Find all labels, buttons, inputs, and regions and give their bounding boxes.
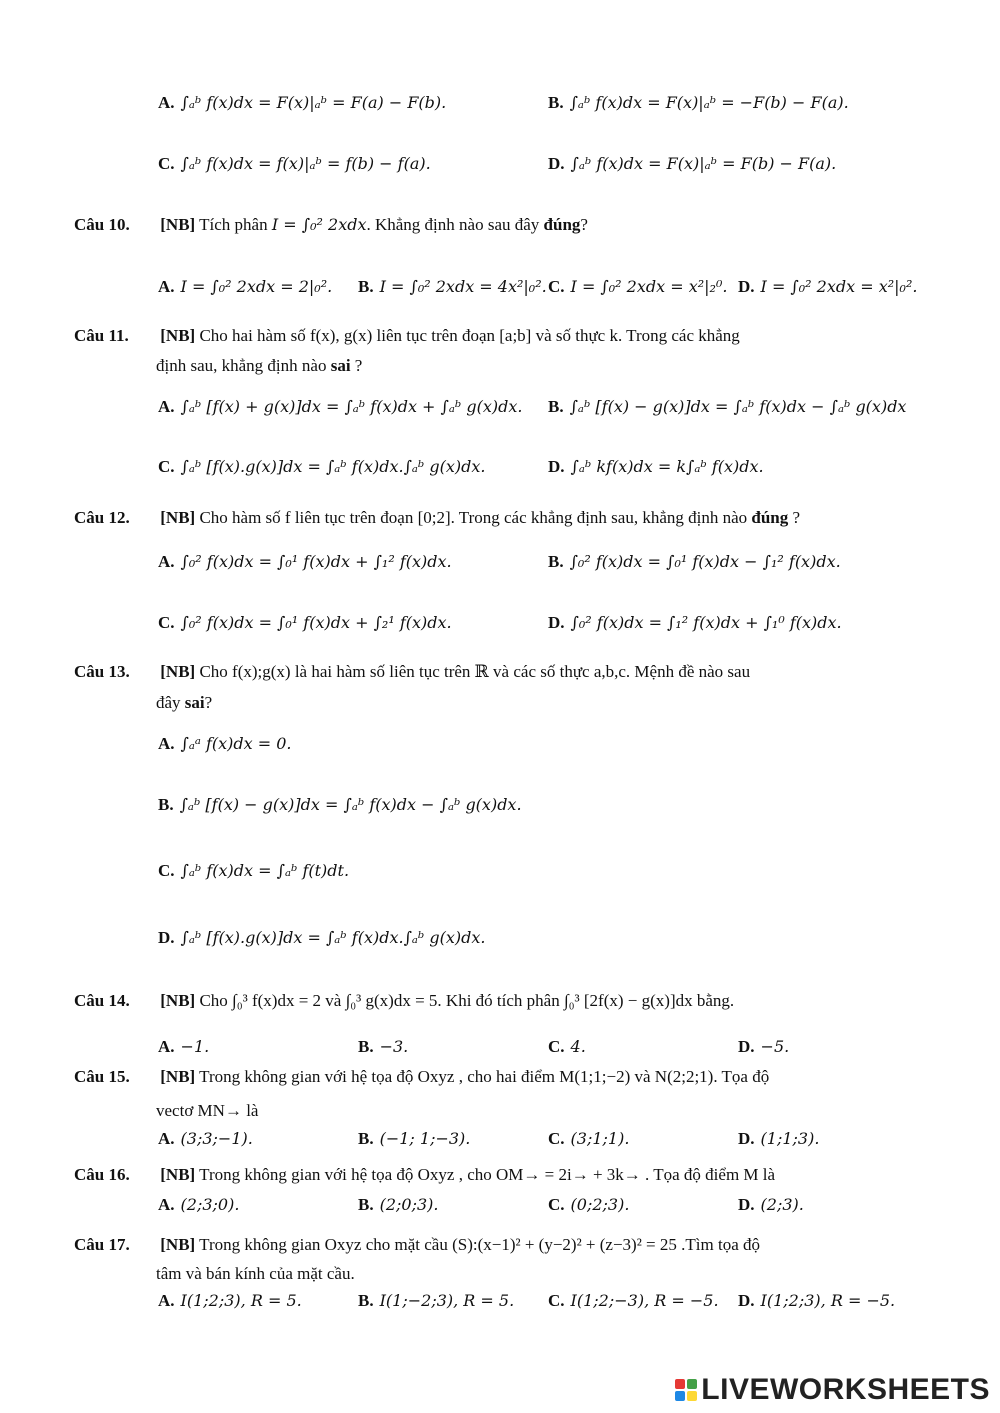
- option-label: C.: [158, 154, 175, 173]
- question-number: Câu 14.: [74, 991, 130, 1010]
- question-number: Câu 16.: [74, 1165, 130, 1184]
- stem-text: Cho f(x);g(x) là hai hàm số liên tục trên ℝ và các số thực a,b,c. Mệnh đề nào sau: [199, 662, 751, 681]
- q14-stem: [74, 990, 734, 1012]
- option-text: I(1;2;3), R = 5.: [180, 1291, 302, 1310]
- liveworksheets-logo-icon: [675, 1379, 697, 1401]
- option-text: (0;2;3).: [570, 1195, 630, 1214]
- question-tag: [NB]: [160, 991, 196, 1010]
- question-tag: [NB]: [160, 1067, 196, 1086]
- option-label: B.: [548, 93, 564, 112]
- option-text: ∫ₐᵇ kf(x)dx = k∫ₐᵇ f(x)dx.: [570, 457, 764, 476]
- q15-stem-line1: [74, 1066, 769, 1088]
- q15-option-b[interactable]: [358, 1128, 470, 1150]
- q11-option-d[interactable]: [548, 456, 764, 478]
- q13-option-d[interactable]: [158, 927, 486, 949]
- q15-stem-line2: [156, 1100, 258, 1122]
- q16-option-b[interactable]: [358, 1194, 438, 1216]
- stem-emphasis: sai: [330, 356, 351, 375]
- option-label: D.: [738, 1291, 755, 1310]
- question-number: Câu 13.: [74, 662, 130, 681]
- q11-option-a[interactable]: [158, 396, 522, 418]
- option-text: ∫₀² f(x)dx = ∫₀¹ f(x)dx + ∫₂¹ f(x)dx.: [180, 613, 452, 632]
- q13-stem-line2: [156, 692, 212, 714]
- option-label: B.: [548, 552, 564, 571]
- q10-option-c[interactable]: [548, 276, 727, 298]
- q9-option-a[interactable]: [158, 92, 446, 114]
- logo-tile: [675, 1391, 685, 1401]
- option-label: B.: [358, 1195, 374, 1214]
- option-label: A.: [158, 734, 175, 753]
- option-text: ∫ₐᵇ [f(x) + g(x)]dx = ∫ₐᵇ f(x)dx + ∫ₐᵇ g(x)dx.: [180, 397, 523, 416]
- option-label: C.: [548, 277, 565, 296]
- option-text: ∫ₐᵇ f(x)dx = F(x)|ₐᵇ = F(a) − F(b).: [180, 93, 447, 112]
- question-tag: [NB]: [160, 326, 196, 345]
- option-label: C.: [158, 861, 175, 880]
- stem-text: ?: [204, 693, 213, 712]
- option-label: D.: [738, 1129, 755, 1148]
- option-label: C.: [158, 457, 175, 476]
- q16-option-c[interactable]: [548, 1194, 629, 1216]
- option-text: ∫ₐᵇ f(x)dx = F(x)|ₐᵇ = −F(b) − F(a).: [569, 93, 849, 112]
- option-label: D.: [548, 154, 565, 173]
- q11-option-c[interactable]: [158, 456, 486, 478]
- option-label: D.: [548, 457, 565, 476]
- liveworksheets-logo: [675, 1373, 990, 1407]
- stem-text: định sau, khẳng định nào: [156, 356, 327, 375]
- q15-option-a[interactable]: [158, 1128, 253, 1150]
- question-number: Câu 15.: [74, 1067, 130, 1086]
- q10-option-b[interactable]: [358, 276, 547, 298]
- option-label: C.: [158, 613, 175, 632]
- option-label: D.: [738, 1037, 755, 1056]
- option-text: (1;1;3).: [760, 1129, 820, 1148]
- stem-text: ?: [580, 215, 588, 234]
- option-text: −5.: [760, 1037, 790, 1056]
- q17-stem-line2: [156, 1263, 355, 1285]
- option-text: ∫₀² f(x)dx = ∫₀¹ f(x)dx − ∫₁² f(x)dx.: [569, 552, 841, 571]
- stem-emphasis: đúng: [543, 215, 581, 234]
- option-text: ∫ₐᵇ f(x)dx = ∫ₐᵇ f(t)dt.: [180, 861, 350, 880]
- option-label: D.: [738, 277, 755, 296]
- q12-option-d[interactable]: [548, 612, 842, 634]
- option-label: A.: [158, 277, 175, 296]
- q14-option-c[interactable]: [548, 1036, 586, 1058]
- option-text: (−1; 1;−3).: [379, 1129, 471, 1148]
- option-text: 4.: [570, 1037, 586, 1056]
- option-text: ∫ₐᵇ [f(x) − g(x)]dx = ∫ₐᵇ f(x)dx − ∫ₐᵇ g(x)dx.: [179, 795, 522, 814]
- option-label: B.: [158, 795, 174, 814]
- option-label: A.: [158, 552, 175, 571]
- stem-text: vectơ MN→ là: [156, 1101, 259, 1120]
- stem-text: tâm và bán kính của mặt cầu.: [156, 1264, 355, 1283]
- option-text: I = ∫₀² 2xdx = 4x²|₀².: [379, 277, 547, 296]
- question-number: Câu 12.: [74, 508, 130, 527]
- logo-tile: [687, 1391, 697, 1401]
- option-text: ∫₀² f(x)dx = ∫₀¹ f(x)dx + ∫₁² f(x)dx.: [180, 552, 452, 571]
- q17-option-a[interactable]: [158, 1290, 302, 1312]
- question-tag: [NB]: [160, 508, 196, 527]
- stem-text: Cho hàm số f liên tục trên đoạn [0;2]. Trong các khẳng định sau, khẳng định nào: [199, 508, 748, 527]
- q17-option-d[interactable]: [738, 1290, 895, 1312]
- question-number: Câu 10.: [74, 215, 130, 234]
- question-number: Câu 17.: [74, 1235, 130, 1254]
- q13-stem-line1: [74, 661, 750, 683]
- q13-option-a[interactable]: [158, 733, 292, 755]
- q10-option-a[interactable]: [158, 276, 332, 298]
- q10-option-d[interactable]: [738, 276, 917, 298]
- stem-math: I = ∫₀² 2xdx: [271, 215, 367, 234]
- stem-text: Trong không gian Oxyz cho mặt cầu (S):(x−1)² + (y−2)² + (z−3)² = 25 .Tìm tọa độ: [199, 1235, 760, 1254]
- option-text: −1.: [180, 1037, 210, 1056]
- option-label: A.: [158, 1195, 175, 1214]
- q14-option-a[interactable]: [158, 1036, 209, 1058]
- stem-emphasis: sai: [184, 693, 205, 712]
- option-label: B.: [358, 1291, 374, 1310]
- q15-option-c[interactable]: [548, 1128, 629, 1150]
- q15-option-d[interactable]: [738, 1128, 819, 1150]
- option-label: D.: [158, 928, 175, 947]
- option-label: B.: [358, 1037, 374, 1056]
- option-text: I(1;2;−3), R = −5.: [570, 1291, 719, 1310]
- stem-text: Cho ∫₀³ f(x)dx = 2 và ∫₀³ g(x)dx = 5. Khi đó tích phân ∫₀³ [2f(x) − g(x)]dx bằng.: [199, 991, 735, 1010]
- option-text: ∫ₐᵇ [f(x).g(x)]dx = ∫ₐᵇ f(x)dx.∫ₐᵇ g(x)dx.: [180, 457, 486, 476]
- option-label: C.: [548, 1291, 565, 1310]
- option-label: D.: [738, 1195, 755, 1214]
- option-text: ∫ₐᵇ f(x)dx = f(x)|ₐᵇ = f(b) − f(a).: [180, 154, 431, 173]
- stem-text: đây: [156, 693, 181, 712]
- option-label: A.: [158, 397, 175, 416]
- q9-option-c[interactable]: [158, 153, 431, 175]
- stem-text: ?: [350, 356, 363, 375]
- q9-option-d[interactable]: [548, 153, 836, 175]
- option-text: (3;1;1).: [570, 1129, 630, 1148]
- option-text: (2;3).: [760, 1195, 804, 1214]
- q13-option-c[interactable]: [158, 860, 349, 882]
- q14-option-b[interactable]: [358, 1036, 408, 1058]
- option-label: C.: [548, 1195, 565, 1214]
- q9-option-b[interactable]: [548, 92, 849, 114]
- option-text: ∫ₐᵃ f(x)dx = 0.: [180, 734, 292, 753]
- option-text: I = ∫₀² 2xdx = x²|₀².: [760, 277, 918, 296]
- option-label: A.: [158, 93, 175, 112]
- option-text: I = ∫₀² 2xdx = x²|₂⁰.: [570, 277, 728, 296]
- question-tag: [NB]: [160, 1165, 196, 1184]
- option-text: I = ∫₀² 2xdx = 2|₀².: [180, 277, 333, 296]
- option-text: −3.: [379, 1037, 409, 1056]
- option-label: A.: [158, 1037, 175, 1056]
- option-label: C.: [548, 1129, 565, 1148]
- option-text: (2;3;0).: [180, 1195, 240, 1214]
- stem-text: Trong không gian với hệ tọa độ Oxyz , cho hai điểm M(1;1;−2) và N(2;2;1). Tọa độ: [199, 1067, 770, 1086]
- stem-emphasis: đúng: [751, 508, 789, 527]
- option-label: A.: [158, 1291, 175, 1310]
- stem-text: Trong không gian với hệ tọa độ Oxyz , cho OM→ = 2i→ + 3k→ . Tọa độ điểm M là: [199, 1165, 776, 1184]
- q16-option-d[interactable]: [738, 1194, 804, 1216]
- option-text: I(1;2;3), R = −5.: [760, 1291, 896, 1310]
- q11-stem-line1: [74, 325, 740, 347]
- option-text: (3;3;−1).: [180, 1129, 253, 1148]
- logo-text: LIVEWORKSHEETS: [701, 1373, 990, 1406]
- option-label: A.: [158, 1129, 175, 1148]
- q14-option-d[interactable]: [738, 1036, 789, 1058]
- logo-tile: [675, 1379, 685, 1389]
- q17-stem-line1: [74, 1234, 760, 1256]
- option-text: ∫₀² f(x)dx = ∫₁² f(x)dx + ∫₁⁰ f(x)dx.: [570, 613, 842, 632]
- q16-stem: [74, 1164, 775, 1186]
- stem-text: . Khẳng định nào sau đây: [366, 215, 540, 234]
- question-tag: [NB]: [160, 662, 196, 681]
- stem-text: Cho hai hàm số f(x), g(x) liên tục trên đoạn [a;b] và số thực k. Trong các khẳng: [199, 326, 740, 345]
- q12-stem: [74, 507, 800, 529]
- option-label: B.: [358, 1129, 374, 1148]
- stem-text: Tích phân: [199, 215, 268, 234]
- option-text: ∫ₐᵇ [f(x) − g(x)]dx = ∫ₐᵇ f(x)dx − ∫ₐᵇ g(x)dx: [569, 397, 907, 416]
- stem-text: ?: [788, 508, 801, 527]
- q10-stem: [74, 214, 588, 236]
- option-label: D.: [548, 613, 565, 632]
- q12-option-c[interactable]: [158, 612, 452, 634]
- option-text: ∫ₐᵇ [f(x).g(x)]dx = ∫ₐᵇ f(x)dx.∫ₐᵇ g(x)dx.: [180, 928, 486, 947]
- logo-tile: [687, 1379, 697, 1389]
- option-label: C.: [548, 1037, 565, 1056]
- question-number: Câu 11.: [74, 326, 129, 345]
- q11-stem-line2: [156, 355, 362, 377]
- q17-option-b[interactable]: [358, 1290, 514, 1312]
- q12-option-a[interactable]: [158, 551, 452, 573]
- q13-option-b[interactable]: [158, 794, 522, 816]
- q17-option-c[interactable]: [548, 1290, 719, 1312]
- option-text: ∫ₐᵇ f(x)dx = F(x)|ₐᵇ = F(b) − F(a).: [570, 154, 837, 173]
- option-label: B.: [358, 277, 374, 296]
- question-tag: [NB]: [160, 1235, 196, 1254]
- question-tag: [NB]: [160, 215, 196, 234]
- q16-option-a[interactable]: [158, 1194, 239, 1216]
- q12-option-b[interactable]: [548, 551, 841, 573]
- q11-option-b[interactable]: [548, 396, 906, 418]
- option-label: B.: [548, 397, 564, 416]
- option-text: (2;0;3).: [379, 1195, 439, 1214]
- option-text: I(1;−2;3), R = 5.: [379, 1291, 515, 1310]
